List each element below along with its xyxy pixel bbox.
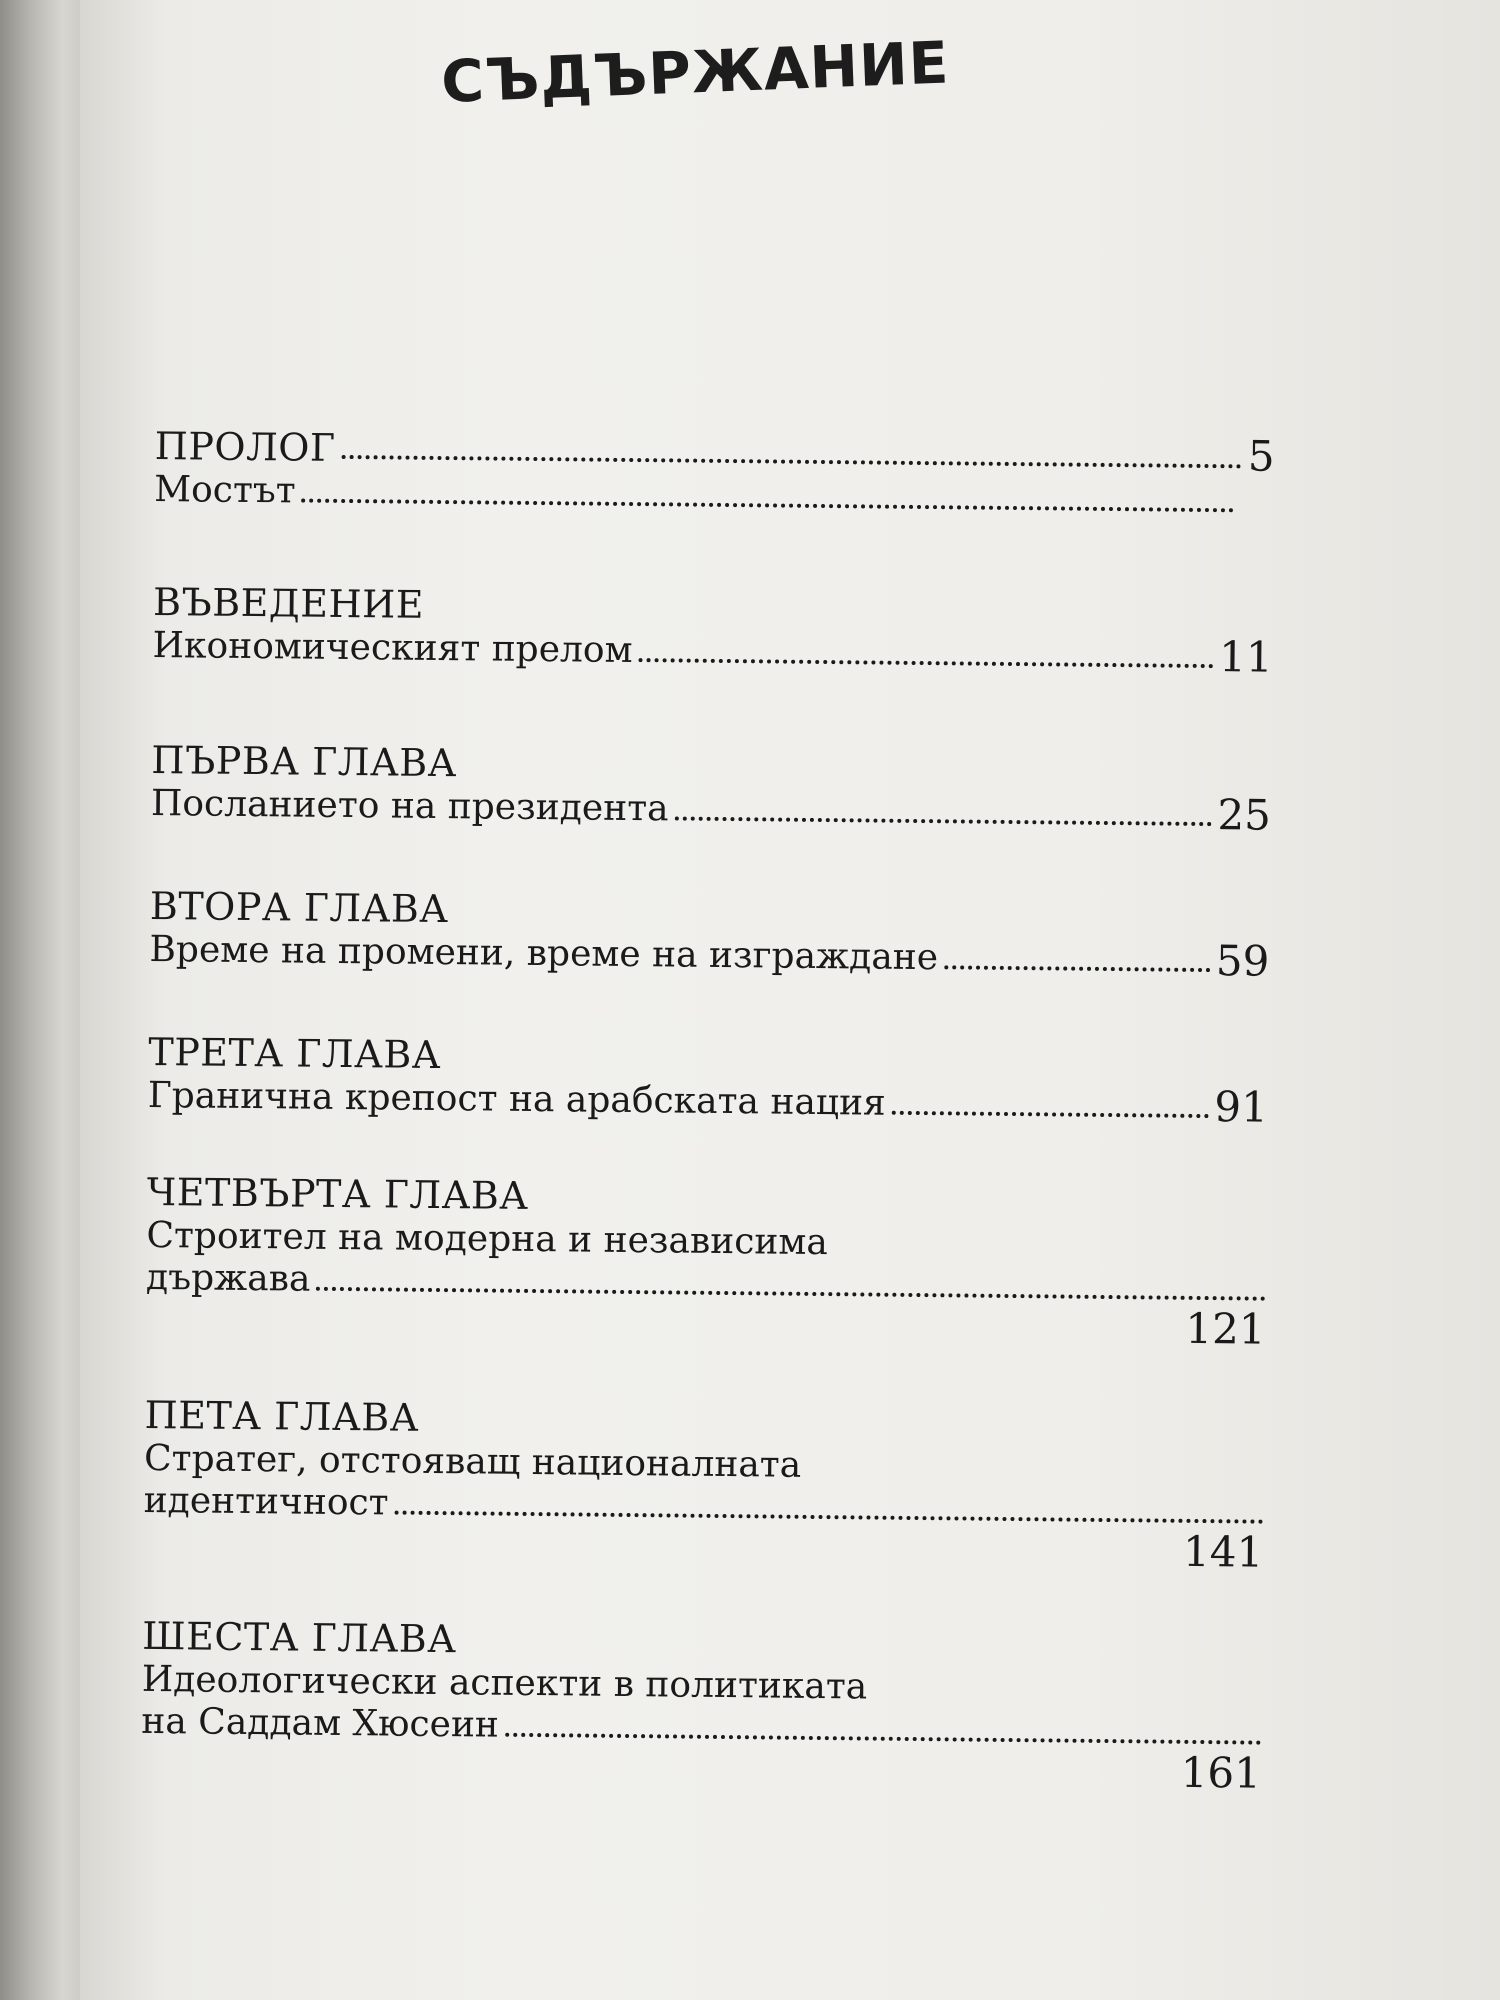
- dot-leader: [944, 964, 1210, 972]
- toc-subtitle: Идеологически аспекти в политиката: [141, 1658, 868, 1708]
- book-spine-shadow: [0, 0, 90, 2000]
- toc-heading: ПЕТА ГЛАВА: [144, 1392, 420, 1440]
- toc-subtitle-continued: на Саддам Хюсеин: [141, 1700, 500, 1746]
- toc-entry-chapter-5: [143, 1392, 1265, 1577]
- toc-entry-chapter-1: [150, 737, 1272, 840]
- dot-leader: [638, 657, 1213, 668]
- dot-leader: [892, 1110, 1209, 1118]
- dot-leader: [674, 815, 1211, 826]
- toc-entry-chapter-2: [149, 883, 1270, 986]
- toc-entry-prolog: [154, 420, 1275, 523]
- toc-entry-chapter-6: [141, 1613, 1263, 1798]
- table-of-contents: [141, 420, 1275, 1798]
- toc-heading: ЧЕТВЪРТА ГЛАВА: [146, 1169, 529, 1218]
- toc-page-number: 5: [1247, 431, 1275, 481]
- toc-page-number: 91: [1214, 1082, 1269, 1132]
- toc-page-number-row: [145, 1293, 1265, 1354]
- toc-subtitle-continued: идентичност: [143, 1479, 389, 1524]
- toc-heading: ВЪВЕДЕНИЕ: [152, 579, 425, 627]
- toc-subtitle: Строител на модерна и независима: [146, 1214, 829, 1264]
- toc-page-number: 11: [1218, 632, 1273, 682]
- toc-heading: ТРЕТА ГЛАВА: [148, 1029, 442, 1078]
- page-title: СЪДЪРЖАНИЕ: [440, 28, 951, 116]
- toc-subtitle: Мостът: [154, 468, 296, 512]
- toc-entry-introduction: [152, 579, 1273, 682]
- toc-entry-chapter-3: [147, 1029, 1269, 1132]
- toc-entry-chapter-4: [145, 1169, 1267, 1354]
- dot-leader: [302, 498, 1235, 513]
- toc-page-number: 59: [1215, 936, 1270, 986]
- toc-page-number: 141: [1182, 1526, 1264, 1577]
- toc-heading: ПЪРВА ГЛАВА: [151, 737, 458, 786]
- toc-page-number-row: [143, 1516, 1263, 1577]
- toc-subtitle: Икономическият прелом: [152, 624, 633, 672]
- toc-subtitle-continued: държава: [145, 1256, 311, 1300]
- toc-page-number: 161: [1180, 1747, 1262, 1798]
- toc-heading: ШЕСТА ГЛАВА: [142, 1613, 457, 1662]
- toc-heading: ПРОЛОГ: [154, 423, 336, 470]
- toc-subtitle: Време на промени, време на изграждане: [149, 928, 939, 979]
- toc-subtitle: Гранична крепост на арабската нация: [147, 1074, 886, 1124]
- toc-page-number: 25: [1217, 790, 1272, 840]
- dot-leader: [341, 454, 1241, 468]
- toc-heading: ВТОРА ГЛАВА: [149, 883, 449, 932]
- toc-subtitle: Стратег, отстояващ националната: [143, 1437, 802, 1486]
- toc-page-number: 121: [1185, 1303, 1266, 1354]
- toc-subtitle: Посланието на президента: [150, 782, 669, 830]
